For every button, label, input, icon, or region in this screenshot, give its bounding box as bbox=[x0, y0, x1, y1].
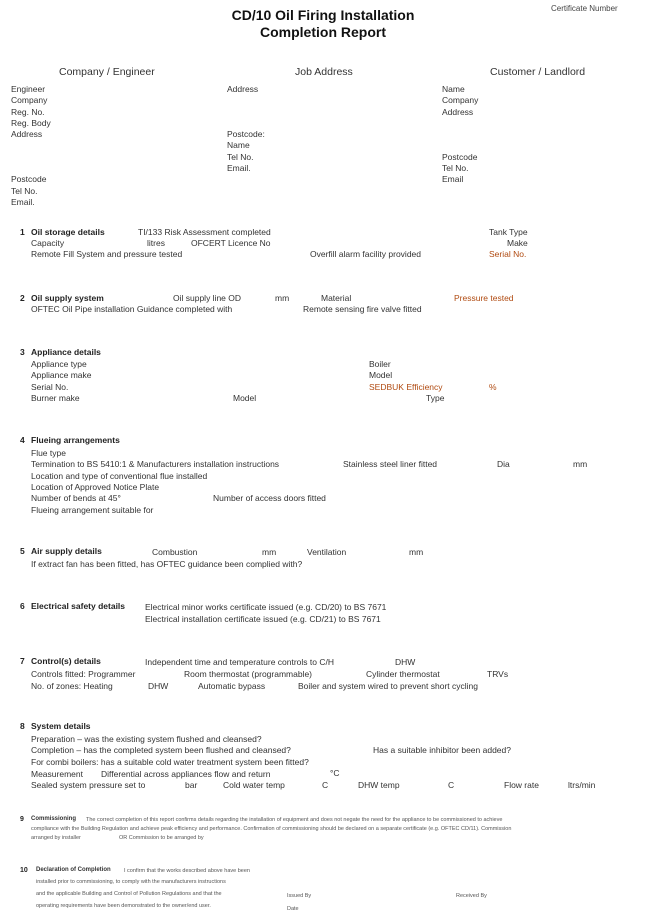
customer-name-field[interactable]: Name bbox=[442, 84, 465, 94]
company-postcode-field[interactable]: Postcode bbox=[11, 174, 47, 184]
heating-zones-field[interactable]: No. of zones: Heating bbox=[31, 681, 113, 691]
boiler-model-field[interactable]: Model bbox=[369, 370, 393, 380]
preparation-flush-field[interactable]: Preparation – was the existing system flushed and cleansed? bbox=[31, 734, 262, 744]
customer-email-field[interactable]: Email bbox=[442, 174, 464, 184]
pressure-tested-field[interactable]: Pressure tested bbox=[454, 293, 514, 303]
job-postcode-field[interactable]: Postcode: bbox=[227, 129, 265, 139]
oftec-pipe-guidance-field[interactable]: OFTEC Oil Pipe installation Guidance completed with bbox=[31, 304, 233, 314]
capacity-field[interactable]: Capacity bbox=[31, 238, 65, 248]
measurement-label: Measurement bbox=[31, 769, 83, 779]
received-by-field[interactable]: Received By bbox=[456, 893, 487, 899]
burner-type-field[interactable]: Type bbox=[426, 393, 445, 403]
customer-company-field[interactable]: Company bbox=[442, 95, 479, 105]
section-1-number: 1 bbox=[20, 227, 25, 237]
programmer-field[interactable]: Controls fitted: Programmer bbox=[31, 669, 136, 679]
combustion-field[interactable]: Combustion bbox=[152, 547, 198, 557]
company-tel-field[interactable]: Tel No. bbox=[11, 186, 38, 196]
litres-unit: litres bbox=[147, 238, 165, 248]
section-4-title: Flueing arrangements bbox=[31, 435, 120, 445]
company-engineer-heading: Company / Engineer bbox=[59, 66, 155, 78]
section-8-title: System details bbox=[31, 721, 91, 731]
job-tel-field[interactable]: Tel No. bbox=[227, 152, 254, 162]
appliance-serial-field[interactable]: Serial No. bbox=[31, 382, 69, 392]
dhw-controls-field[interactable]: DHW bbox=[395, 657, 416, 667]
appliance-type-field[interactable]: Appliance type bbox=[31, 359, 87, 369]
customer-landlord-heading: Customer / Landlord bbox=[490, 66, 586, 78]
flow-rate-unit: ltrs/min bbox=[568, 780, 596, 790]
sealed-pressure-field[interactable]: Sealed system pressure set to bbox=[31, 780, 146, 790]
customer-postcode-field[interactable]: Postcode bbox=[442, 152, 478, 162]
access-doors-field[interactable]: Number of access doors fitted bbox=[213, 493, 326, 503]
job-name-field[interactable]: Name bbox=[227, 140, 250, 150]
section-6-title: Electrical safety details bbox=[31, 601, 126, 611]
dhw-temp-field[interactable]: DHW temp bbox=[358, 780, 400, 790]
termination-field[interactable]: Termination to BS 5410:1 & Manufacturers installation instructions bbox=[31, 459, 280, 469]
ventilation-mm-unit: mm bbox=[409, 547, 424, 557]
automatic-bypass-field[interactable]: Automatic bypass bbox=[198, 681, 266, 691]
report-subtitle: Completion Report bbox=[260, 24, 386, 40]
section-5-title: Air supply details bbox=[31, 546, 102, 556]
section-10-title: Declaration of Completion bbox=[36, 867, 111, 873]
issued-by-field[interactable]: Issued By bbox=[287, 893, 312, 899]
section-2-number: 2 bbox=[20, 293, 25, 303]
company-address-field[interactable]: Address bbox=[11, 129, 43, 139]
independent-controls-field[interactable]: Independent time and temperature controls to C/H bbox=[145, 657, 334, 667]
customer-address-field[interactable]: Address bbox=[442, 107, 474, 117]
material-field[interactable]: Material bbox=[321, 293, 352, 303]
declaration-text-1: I confirm that the works described above have been bbox=[124, 868, 250, 874]
bar-unit: bar bbox=[185, 780, 198, 790]
customer-tel-field[interactable]: Tel No. bbox=[442, 163, 469, 173]
differential-celsius-unit: °C bbox=[330, 768, 340, 778]
sedbuk-efficiency-field[interactable]: SEDBUK Efficiency bbox=[369, 382, 443, 392]
reg-body-field[interactable]: Reg. Body bbox=[11, 118, 51, 128]
notice-plate-location-field[interactable]: Location of Approved Notice Plate bbox=[31, 482, 160, 492]
risk-assessment-field[interactable]: TI/133 Risk Assessment completed bbox=[138, 227, 271, 237]
flue-suitable-field[interactable]: Flueing arrangement suitable for bbox=[31, 505, 154, 515]
section-7-number: 7 bbox=[20, 656, 25, 666]
section-5-number: 5 bbox=[20, 546, 25, 556]
declaration-date-field[interactable]: Date bbox=[287, 906, 299, 912]
differential-field[interactable]: Differential across appliances flow and return bbox=[101, 769, 271, 779]
burner-model-field[interactable]: Model bbox=[233, 393, 257, 403]
cold-temp-unit: C bbox=[322, 780, 329, 790]
flue-location-field[interactable]: Location and type of conventional flue installed bbox=[31, 471, 208, 481]
combustion-mm-unit: mm bbox=[262, 547, 277, 557]
declaration-text-4: operating requirements have been demonstrated to the owner/end user. bbox=[36, 903, 211, 909]
section-3-title: Appliance details bbox=[31, 347, 101, 357]
liner-dia-field[interactable]: Dia bbox=[497, 459, 510, 469]
liner-fitted-field[interactable]: Stainless steel liner fitted bbox=[343, 459, 438, 469]
appliance-make-field[interactable]: Appliance make bbox=[31, 370, 92, 380]
reg-no-field[interactable]: Reg. No. bbox=[11, 107, 45, 117]
section-1-title: Oil storage details bbox=[31, 227, 105, 237]
dhw-temp-unit: C bbox=[448, 780, 455, 790]
declaration-text-3: and the applicable Building and Control of Pollution Regulations and that the bbox=[36, 891, 222, 897]
ofcert-licence-field[interactable]: OFCERT Licence No bbox=[191, 238, 271, 248]
installation-cert-field[interactable]: Electrical installation certificate issued (e.g. CD/21) to BS 7671 bbox=[145, 614, 381, 624]
tank-make-field[interactable]: Make bbox=[507, 238, 528, 248]
job-address-field[interactable]: Address bbox=[227, 84, 259, 94]
remote-sensing-valve-field[interactable]: Remote sensing fire valve fitted bbox=[303, 304, 422, 314]
commissioning-text-1: The correct completion of this report confirms details regarding the installation of equipment and does not negate the need for the appliance to be commissioned to achieve bbox=[86, 817, 503, 823]
flue-type-field[interactable]: Flue type bbox=[31, 448, 66, 458]
tank-type-field[interactable]: Tank Type bbox=[489, 227, 528, 237]
cylinder-thermostat-field[interactable]: Cylinder thermostat bbox=[366, 669, 440, 679]
section-8-number: 8 bbox=[20, 721, 25, 731]
section-4-number: 4 bbox=[20, 435, 25, 445]
section-2-title: Oil supply system bbox=[31, 293, 104, 303]
section-6-number: 6 bbox=[20, 601, 25, 611]
section-10-number: 10 bbox=[20, 867, 28, 874]
engineer-field[interactable]: Engineer bbox=[11, 84, 46, 94]
ventilation-field[interactable]: Ventilation bbox=[307, 547, 347, 557]
supply-line-mm-unit: mm bbox=[275, 293, 290, 303]
extract-fan-field[interactable]: If extract fan has been fitted, has OFTEC guidance been complied with? bbox=[31, 559, 303, 569]
certificate-number-label: Certificate Number bbox=[551, 4, 618, 13]
company-field[interactable]: Company bbox=[11, 95, 48, 105]
report-title: CD/10 Oil Firing Installation bbox=[231, 7, 415, 23]
cold-water-temp-field[interactable]: Cold water temp bbox=[223, 780, 285, 790]
dhw-zones-field[interactable]: DHW bbox=[148, 681, 169, 691]
inhibitor-field[interactable]: Has a suitable inhibitor been added? bbox=[373, 745, 511, 755]
section-7-title: Control(s) details bbox=[31, 656, 101, 666]
commissioned-by-installer-field[interactable]: arranged by installer bbox=[31, 835, 81, 841]
tank-serial-field[interactable]: Serial No. bbox=[489, 249, 527, 259]
section-9-title: Commissioning bbox=[31, 816, 77, 822]
remote-fill-field[interactable]: Remote Fill System and pressure tested bbox=[31, 249, 183, 259]
room-thermostat-field[interactable]: Room thermostat (programmable) bbox=[184, 669, 313, 679]
boiler-field[interactable]: Boiler bbox=[369, 359, 391, 369]
trvs-field[interactable]: TRVs bbox=[487, 669, 509, 679]
minor-works-cert-field[interactable]: Electrical minor works certificate issued (e.g. CD/20) to BS 7671 bbox=[145, 602, 387, 612]
flow-rate-field[interactable]: Flow rate bbox=[504, 780, 539, 790]
overfill-alarm-field[interactable]: Overfill alarm facility provided bbox=[310, 249, 422, 259]
job-address-heading: Job Address bbox=[295, 66, 353, 78]
section-3-number: 3 bbox=[20, 347, 25, 357]
liner-mm-unit: mm bbox=[573, 459, 588, 469]
oil-supply-line-field[interactable]: Oil supply line OD bbox=[173, 293, 242, 303]
job-email-field[interactable]: Email. bbox=[227, 163, 251, 173]
burner-make-field[interactable]: Burner make bbox=[31, 393, 80, 403]
section-9-number: 9 bbox=[20, 816, 24, 823]
combi-treatment-field[interactable]: For combi boilers: has a suitable cold water treatment system been fitted? bbox=[31, 757, 309, 767]
commissioning-text-2: compliance with the Building Regulation and achieve peak efficiency and performance. Confirmation of commissioning should be declared on a separate certificate (e.g. OFTEC CD/11). Commission bbox=[31, 826, 512, 832]
bends-count-field[interactable]: Number of bends at 45° bbox=[31, 493, 121, 503]
sedbuk-percent-unit: % bbox=[489, 382, 497, 392]
company-email-field[interactable]: Email. bbox=[11, 197, 35, 207]
short-cycling-field[interactable]: Boiler and system wired to prevent short cycling bbox=[298, 681, 478, 691]
completion-flush-field[interactable]: Completion – has the completed system been flushed and cleansed? bbox=[31, 745, 291, 755]
commission-arranged-by-field[interactable]: OR Commission to be arranged by bbox=[119, 835, 204, 841]
declaration-text-2: installed prior to commissioning, to comply with the manufacturers instructions bbox=[36, 879, 226, 885]
